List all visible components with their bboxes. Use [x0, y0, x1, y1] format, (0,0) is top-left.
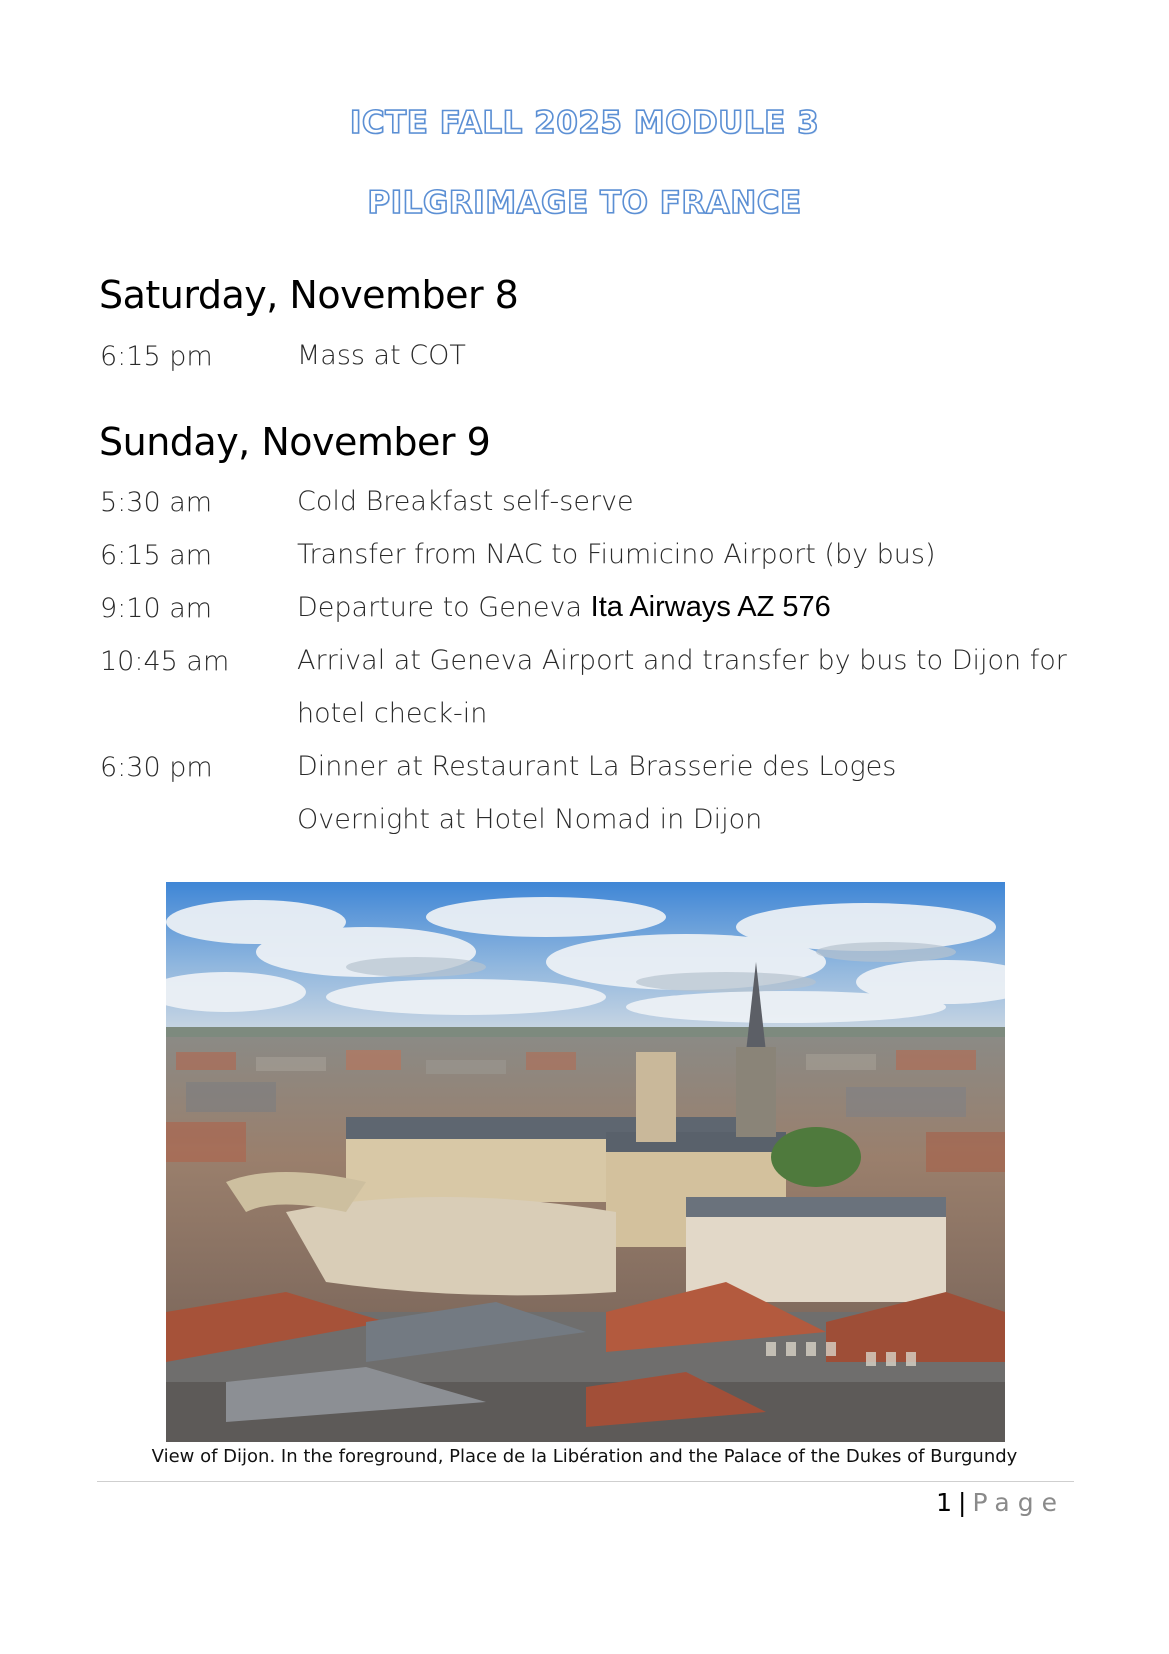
dijon-aerial-photo [166, 882, 1005, 1442]
schedule-description: Transfer from NAC to Fiumicino Airport (by bus) [297, 539, 936, 570]
flight-number: Ita Airways AZ 576 [590, 591, 831, 623]
schedule-time: 10:45 am [100, 646, 230, 677]
schedule-description: Dinner at Restaurant La Brasserie des Loges [297, 751, 897, 782]
schedule-description: Cold Breakfast self-serve [297, 486, 634, 517]
schedule-description [297, 581, 1077, 634]
page-number: 1 [936, 1488, 953, 1517]
photo-caption: View of Dijon. In the foreground, Place de la Libération and the Palace of the Dukes of Burgundy [151, 1446, 1018, 1467]
schedule-time: 6:15 pm [100, 341, 213, 372]
day-heading-saturday: Saturday, November 8 [99, 273, 519, 317]
footer-separator: | [958, 1488, 967, 1517]
schedule-description: Mass at COT [297, 340, 466, 371]
footer-divider [97, 1481, 1074, 1482]
schedule-description: Overnight at Hotel Nomad in Dijon [297, 804, 763, 835]
schedule-time: 6:15 am [100, 540, 213, 571]
schedule-time: 5:30 am [100, 487, 213, 518]
document-title: ICTE FALL 2025 MODULE 3 [349, 105, 820, 141]
day-heading-sunday: Sunday, November 9 [99, 420, 491, 464]
schedule-description: Arrival at Geneva Airport and transfer by bus to Dijon for hotel check-in [297, 645, 1067, 729]
page-label: Page [972, 1488, 1065, 1517]
schedule-time: 9:10 am [100, 593, 213, 624]
flight-prefix: Departure to Geneva [297, 592, 591, 623]
schedule-time: 6:30 pm [100, 752, 213, 783]
page-footer [936, 1488, 1065, 1517]
document-subtitle: PILGRIMAGE TO FRANCE [367, 185, 802, 221]
